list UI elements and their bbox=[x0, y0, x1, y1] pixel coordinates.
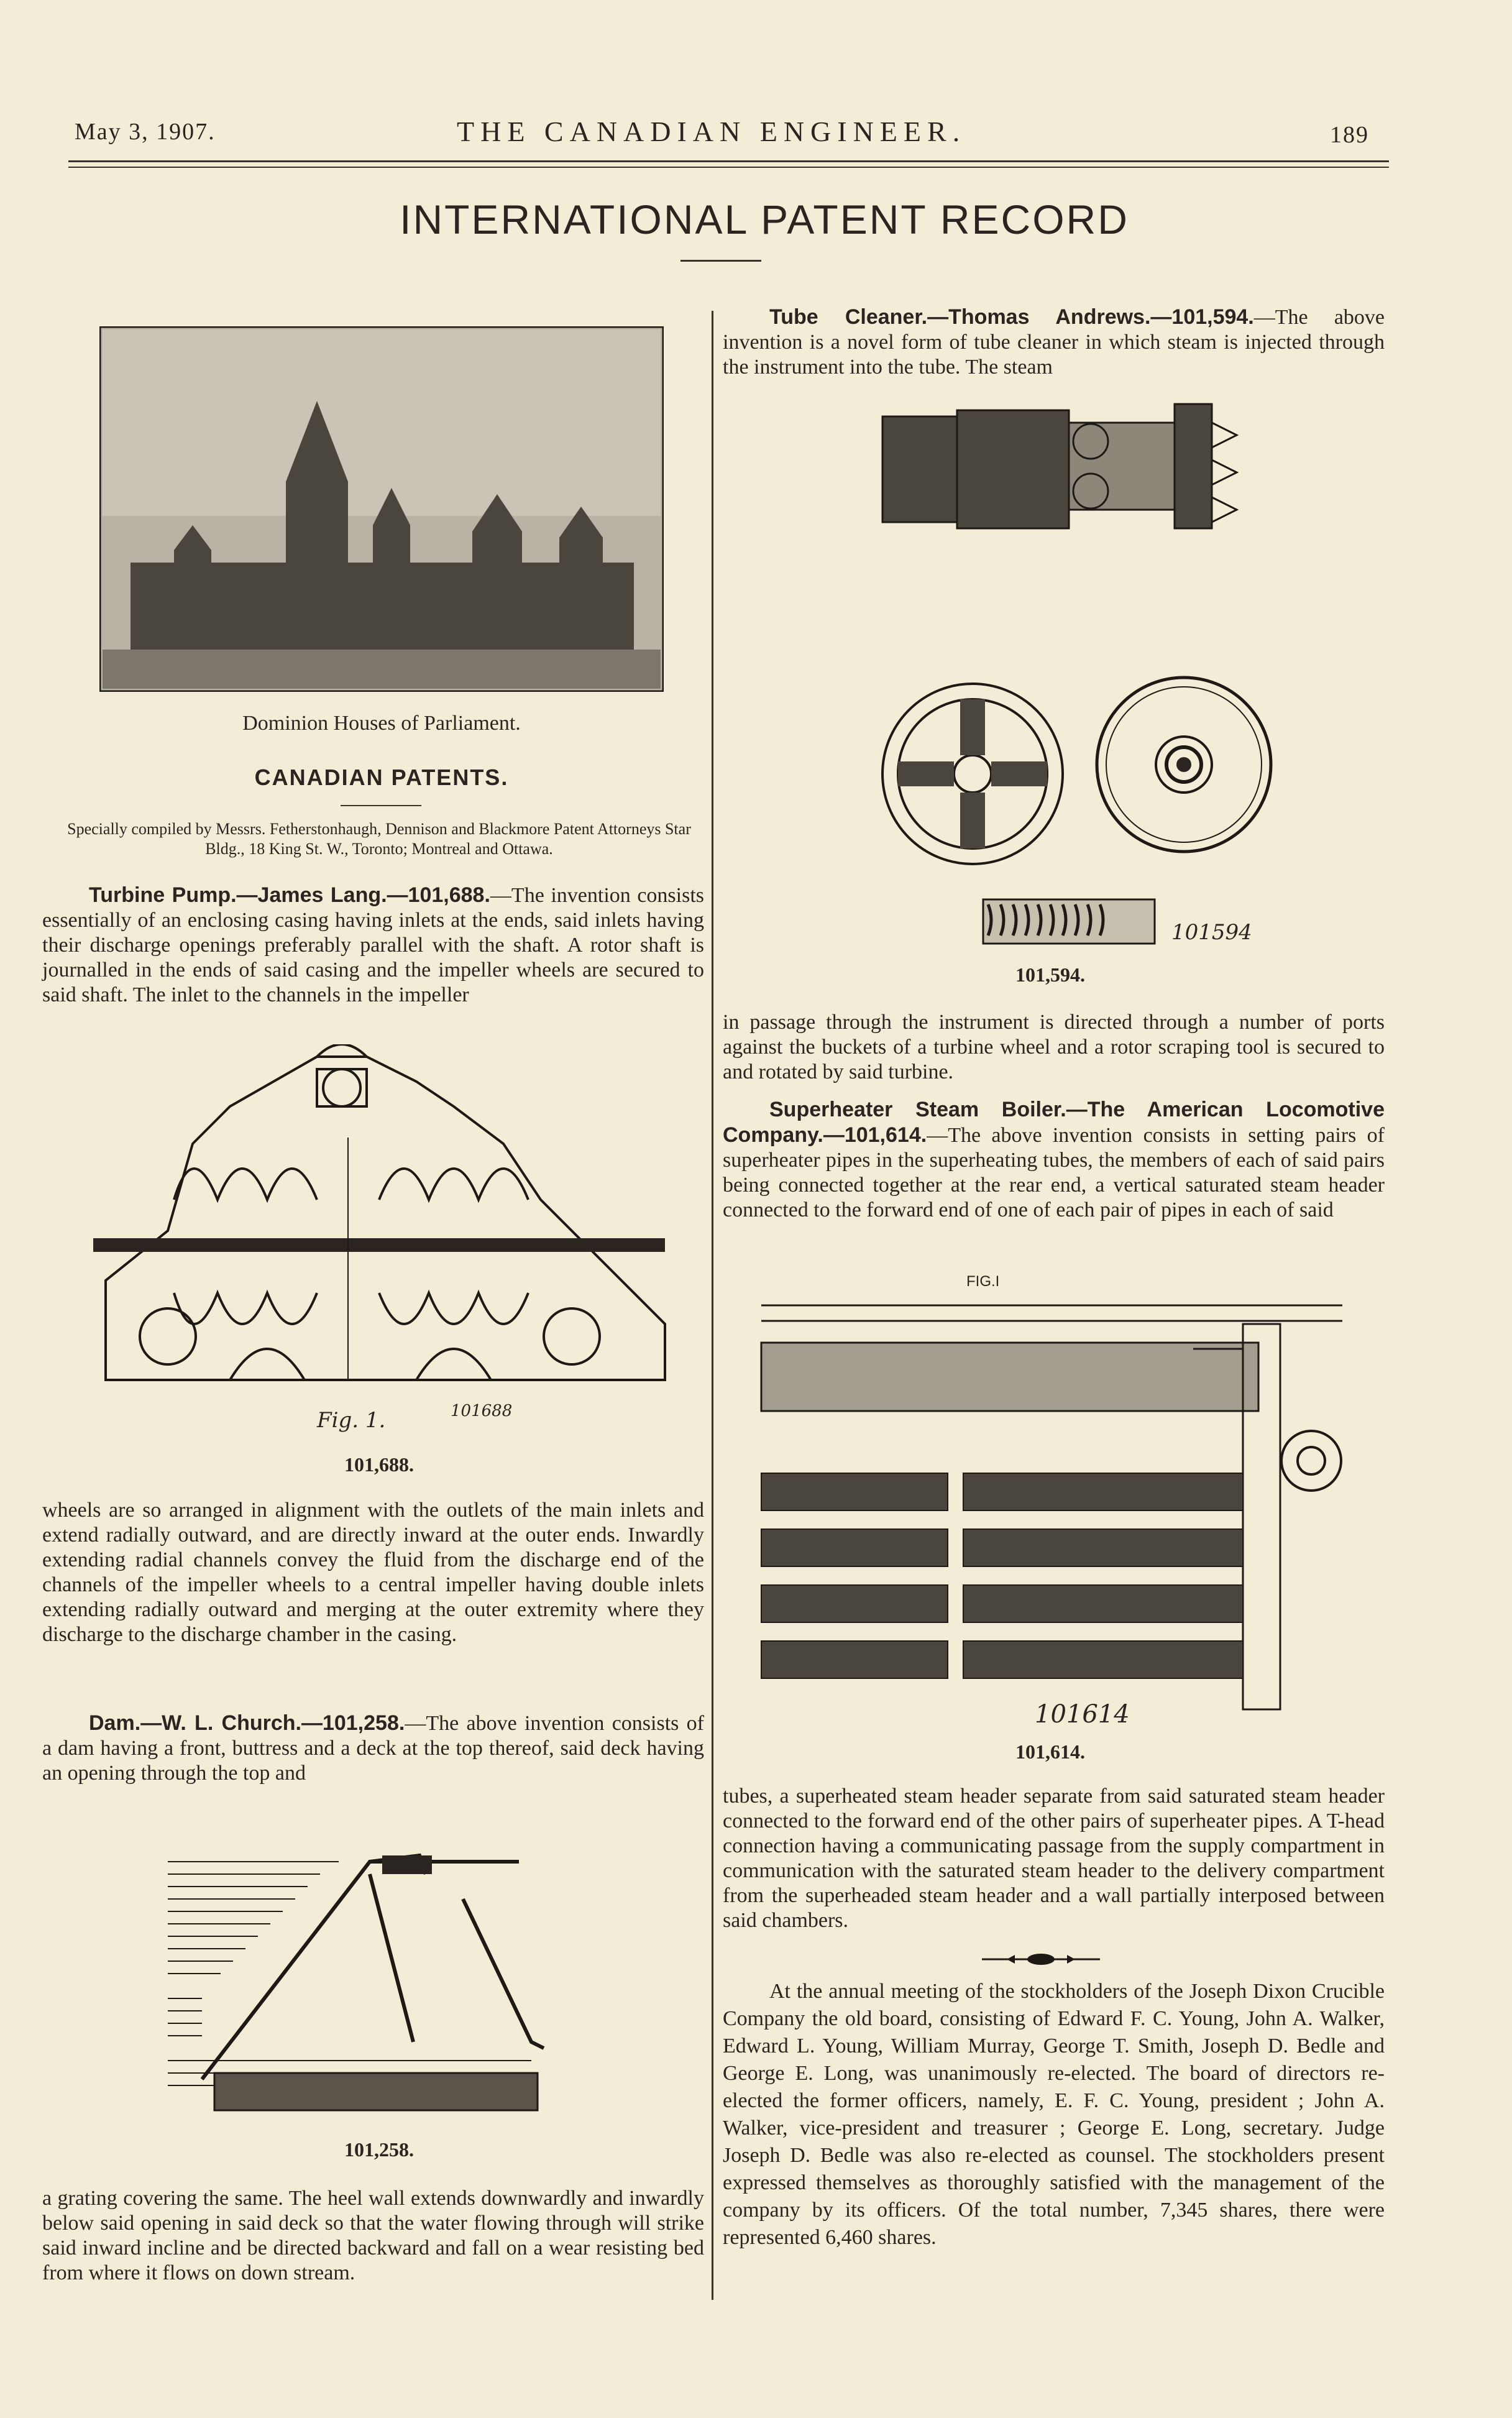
photo-caption: Dominion Houses of Parliament. bbox=[242, 712, 521, 735]
turbine-fig-caption: 101,688. bbox=[344, 1453, 414, 1476]
tube-cleaner-figure-3 bbox=[1091, 671, 1277, 858]
dam-figure bbox=[158, 1812, 618, 2129]
section-ornament bbox=[979, 1952, 1103, 1967]
tube-fig-handwritten-number: 101594 bbox=[1171, 920, 1252, 945]
page-title: INTERNATIONAL PATENT RECORD bbox=[400, 196, 1129, 242]
dam-text-1: —The above invention consists of a dam having a front, buttress and a deck at the top thereof, said deck having an opening through the top and bbox=[42, 1712, 704, 1785]
tube-lead: Tube Cleaner.—Thomas Andrews.—101,594. bbox=[769, 305, 1254, 329]
turbine-fig-handwritten-number: 101688 bbox=[451, 1402, 513, 1420]
page-number: 189 bbox=[1330, 122, 1369, 148]
superheater-lead: Superheater Steam Boiler.—The American Locomotive Company.—101,614. bbox=[723, 1098, 1385, 1147]
compiled-note: Specially compiled by Messrs. Fetherstonhaugh, Dennison and Blackmore Patent Attorneys Star Bldg., 18 King St. W., Toronto; Montreal and Ottawa. bbox=[67, 820, 691, 858]
tube-fig-caption: 101,594. bbox=[1015, 963, 1085, 986]
dam-fig-caption: 101,258. bbox=[344, 2138, 414, 2161]
tube-cleaner-figure-1 bbox=[876, 373, 1280, 603]
tube-cleaner-figure-4 bbox=[982, 898, 1156, 945]
superheater-text-1: —The above invention consists in setting pairs of superheater pipes in the superheating tubes, the members of each of said pairs being connected together at the rear end, a vertical saturated steam header connected to the forward end of one of each pair of pipes in each of said bbox=[723, 1124, 1385, 1221]
tube-cleaner-article-cont: in passage through the instrument is directed through a number of ports against the buckets of a turbine wheel and a rotor scraping tool is secured to and rotated by said turbine. bbox=[723, 1011, 1385, 1083]
section-heading-canadian-patents: CANADIAN PATENTS. bbox=[254, 765, 509, 790]
tube-cleaner-figure-2 bbox=[876, 671, 1069, 876]
tube-text-1: —The above invention is a novel form of tube cleaner in which steam is injected through the instrument into the tube. The steam bbox=[723, 306, 1385, 379]
turbine-text-1: —The invention consists essentially of an enclosing casing having inlets at the ends, said inlets having their discharge openings preferably parallel with the shaft. A rotor shaft is journalled in the ends of said casing and the impeller wheels are secured to said shaft. The inlet to the channels in the impeller bbox=[42, 884, 704, 1006]
parliament-photo bbox=[99, 326, 664, 692]
header-rule bbox=[68, 160, 1389, 162]
dam-article-cont: a grating covering the same. The heel wall extends downwardly and inwardly below said opening in said deck so that the water flowing through will strike said inward incline and be directed backward and fall on a wear resisting bed from where it flows on down stream. bbox=[42, 2187, 704, 2284]
column-divider bbox=[712, 311, 713, 2300]
superheater-fig-caption: 101,614. bbox=[1015, 1740, 1085, 1763]
turbine-pump-figure bbox=[68, 1044, 677, 1442]
superheater-article-cont: tubes, a superheated steam header separate from said saturated steam header connected to the forward end of the other pairs of superheater pipes. A T-head connection having a communicating passage from the supply compartment in communication with the saturated steam header to the delivery compartment from the superheaded steam header and a wall partially interposed between said chambers. bbox=[723, 1785, 1385, 1932]
section-rule bbox=[341, 805, 421, 806]
turbine-lead: Turbine Pump.—James Lang.—101,688. bbox=[89, 883, 490, 907]
journal-title: THE CANADIAN ENGINEER. bbox=[457, 116, 966, 147]
dixon-article: At the annual meeting of the stockholders of the Joseph Dixon Crucible Company the old board, consisting of Edward F. C. Young, John A. Walker, Edward L. Young, William Murray, George T. Smith, Joseph D. Bedle and George E. Long, was unanimously re-elected. The board of directors re-elected the former officers, namely, E. F. C. Young, president ; John A. Walker, vice-president and treasurer ; George E. Long, secretary. Judge Joseph D. Bedle was also re-elected as counsel. The stockholders present expressed themselves as thoroughly satisfied with the management of the company by its officers. Of the total number, 7,345 shares, there were represented 6,460 shares. bbox=[723, 1980, 1385, 2249]
dam-article bbox=[42, 1711, 704, 1786]
tube-cleaner-article bbox=[723, 305, 1385, 380]
superheater-figure bbox=[758, 1287, 1349, 1716]
superheater-fig-handwritten-number: 101614 bbox=[1035, 1700, 1130, 1729]
dam-lead: Dam.—W. L. Church.—101,258. bbox=[89, 1711, 405, 1735]
turbine-pump-article bbox=[42, 883, 704, 1008]
title-rule bbox=[680, 260, 761, 262]
issue-date: May 3, 1907. bbox=[75, 119, 216, 145]
turbine-fig-handwritten-label: Fig. 1. bbox=[317, 1408, 386, 1433]
superheater-fig-label: FIG.I bbox=[966, 1273, 1000, 1290]
header-rule-2 bbox=[68, 167, 1389, 168]
superheater-article bbox=[723, 1097, 1385, 1223]
turbine-pump-article-cont: wheels are so arranged in alignment with the outlets of the main inlets and extend radially outward, and are directly inward at the outer ends. Inwardly extending radial channels convey the fluid from the discharge end of the channels of the impeller wheels to a central impeller having double inlets extending radially outward and merging at the outer extremity where they discharge to the discharge chamber in the casing. bbox=[42, 1499, 704, 1646]
